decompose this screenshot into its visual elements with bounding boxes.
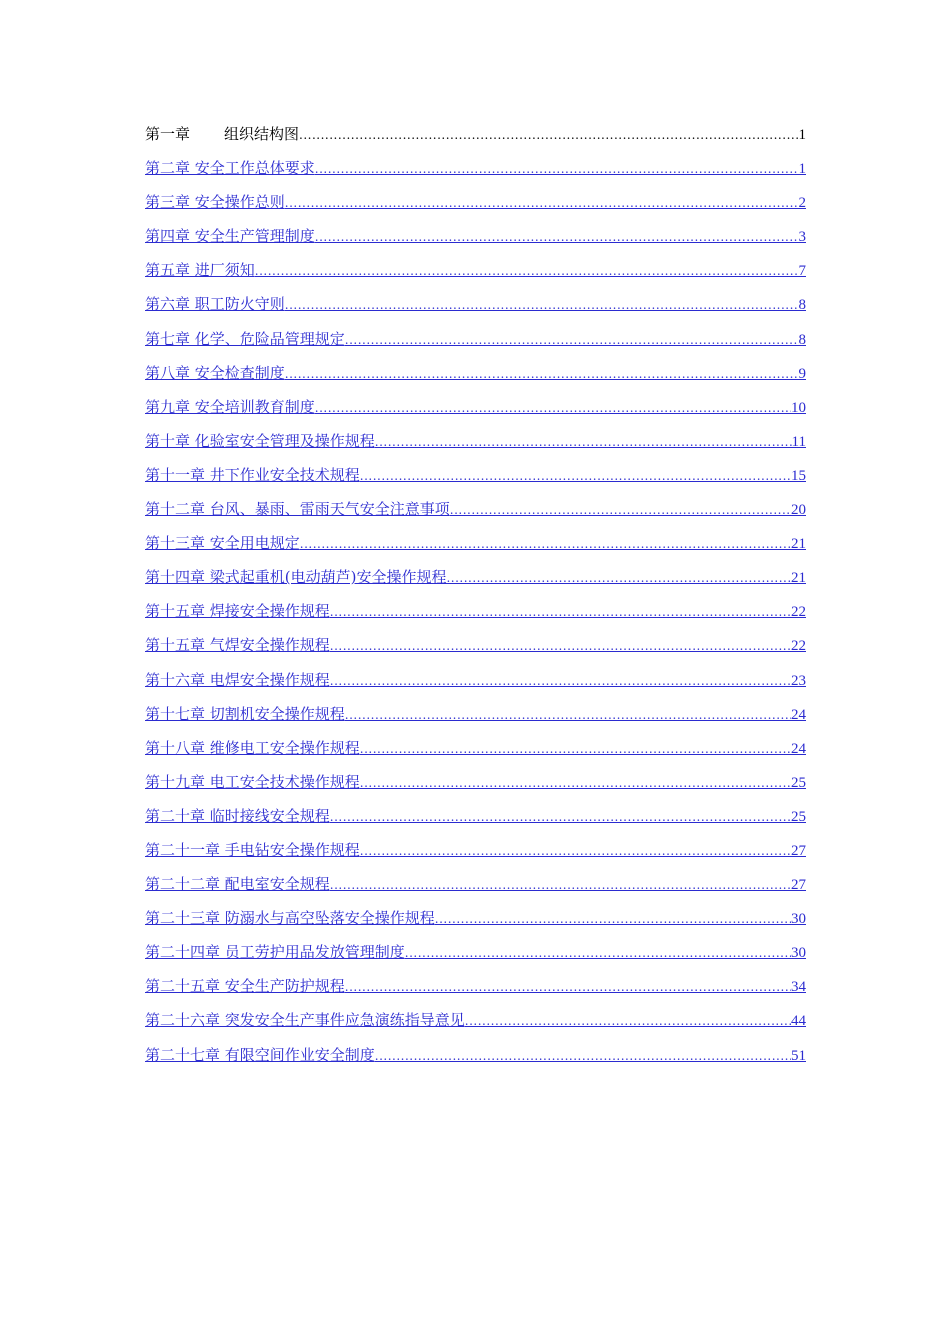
toc-leader-dots xyxy=(450,500,791,520)
toc-leader-dots xyxy=(360,739,791,759)
toc-entry-title: 第二十二章 配电室安全规程 xyxy=(145,875,330,894)
toc-entry-title: 第十四章 梁式起重机(电动葫芦)安全操作规程 xyxy=(145,568,447,587)
toc-entry-title: 第二十一章 手电钻安全操作规程 xyxy=(145,840,360,859)
toc-entry-2[interactable] xyxy=(145,158,806,192)
toc-page-number: 22 xyxy=(791,604,806,621)
toc-entry-14[interactable] xyxy=(145,567,806,601)
toc-entry-title: 第十九章 电工安全技术操作规程 xyxy=(145,772,360,791)
toc-leader-dots xyxy=(285,364,799,384)
toc-leader-dots xyxy=(330,636,791,656)
toc-entry-10[interactable] xyxy=(145,431,806,465)
toc-entry-25[interactable] xyxy=(145,942,806,976)
toc-leader-dots xyxy=(300,534,791,554)
toc-page-number: 8 xyxy=(798,297,806,314)
toc-entry-18[interactable] xyxy=(145,704,806,738)
toc-entry-title: 第二十七章 有限空间作业安全制度 xyxy=(145,1045,375,1064)
toc-entry-5[interactable] xyxy=(145,260,806,294)
toc-page-number: 24 xyxy=(791,706,806,723)
toc-page-number: 27 xyxy=(791,842,806,859)
toc-page-number: 15 xyxy=(791,467,806,484)
toc-page-number: 21 xyxy=(791,570,806,587)
toc-page-number: 21 xyxy=(791,536,806,553)
toc-entry-title: 第二十三章 防溺水与高空坠落安全操作规程 xyxy=(145,909,435,928)
toc-leader-dots xyxy=(330,671,791,691)
toc-entry-title: 第四章 安全生产管理制度 xyxy=(145,227,315,246)
toc-leader-dots xyxy=(345,330,799,350)
toc-leader-dots xyxy=(375,432,792,452)
toc-chapter-title: 组织结构图 xyxy=(224,125,300,143)
toc-entry-title: 第二章 安全工作总体要求 xyxy=(145,159,315,178)
toc-entry-title: 第十章 化验室安全管理及操作规程 xyxy=(145,431,375,450)
toc-leader-dots xyxy=(330,875,791,895)
toc-leader-dots xyxy=(330,807,791,827)
toc-leader-dots xyxy=(255,261,799,281)
toc-entry-7[interactable] xyxy=(145,329,806,363)
toc-leader-dots xyxy=(315,227,799,247)
toc-entry-28[interactable] xyxy=(145,1045,806,1079)
toc-leader-dots xyxy=(360,841,791,861)
toc-entry-title: 第十七章 切割机安全操作规程 xyxy=(145,704,345,723)
toc-entry-19[interactable] xyxy=(145,738,806,772)
toc-entry-9[interactable] xyxy=(145,397,806,431)
toc-entry-6[interactable] xyxy=(145,294,806,328)
toc-page-number: 30 xyxy=(791,911,806,928)
toc-entry-21[interactable] xyxy=(145,806,806,840)
toc-entry-15[interactable] xyxy=(145,601,806,635)
toc-entry-title: 第七章 化学、危险品管理规定 xyxy=(145,329,345,348)
toc-leader-dots xyxy=(435,909,791,929)
toc-entry-title: 第十三章 安全用电规定 xyxy=(145,534,300,553)
toc-link-list xyxy=(145,158,806,1079)
toc-page-number: 44 xyxy=(791,1013,806,1030)
toc-entry-1 xyxy=(145,124,806,158)
toc-entry-23[interactable] xyxy=(145,874,806,908)
toc-page-number: 3 xyxy=(798,229,806,246)
toc-entry-4[interactable] xyxy=(145,226,806,260)
toc-leader-dots xyxy=(345,705,791,725)
toc-entry-20[interactable] xyxy=(145,772,806,806)
toc-leader-dots xyxy=(299,125,798,145)
toc-page-number: 2 xyxy=(798,195,806,212)
toc-leader-dots xyxy=(330,602,791,622)
toc-entry-3[interactable] xyxy=(145,192,806,226)
toc-entry-22[interactable] xyxy=(145,840,806,874)
toc-entry-title: 第二十四章 员工劳护用品发放管理制度 xyxy=(145,943,405,962)
toc-entry-title: 第十二章 台风、暴雨、雷雨天气安全注意事项 xyxy=(145,500,450,519)
toc-page-number: 8 xyxy=(798,331,806,348)
toc-leader-dots xyxy=(360,466,791,486)
toc-entry-8[interactable] xyxy=(145,363,806,397)
toc-page-number: 7 xyxy=(798,263,806,280)
toc-entry-title: 第二十章 临时接线安全规程 xyxy=(145,806,330,825)
toc-entry-title: 第十五章 气焊安全操作规程 xyxy=(145,636,330,655)
toc-leader-dots xyxy=(405,943,791,963)
toc-entry-12[interactable] xyxy=(145,499,806,533)
toc-entry-title: 第六章 职工防火守则 xyxy=(145,295,285,314)
toc-leader-dots xyxy=(315,159,799,179)
toc-page-number: 1 xyxy=(798,127,806,143)
toc-page-number: 25 xyxy=(791,808,806,825)
toc-page-number: 27 xyxy=(791,877,806,894)
toc-leader-dots xyxy=(315,398,791,418)
toc-page-number: 22 xyxy=(791,638,806,655)
toc-page-number: 34 xyxy=(791,979,806,996)
toc-entry-13[interactable] xyxy=(145,533,806,567)
toc-entry-title: 第二十六章 突发安全生产事件应急演练指导意见 xyxy=(145,1011,465,1030)
toc-entry-title: 第十五章 焊接安全操作规程 xyxy=(145,602,330,621)
toc-page-number: 30 xyxy=(791,945,806,962)
toc-entry-title xyxy=(145,124,299,144)
toc-entry-17[interactable] xyxy=(145,670,806,704)
toc-leader-dots xyxy=(345,977,791,997)
toc-page-number: 24 xyxy=(791,740,806,757)
toc-entry-title: 第二十五章 安全生产防护规程 xyxy=(145,977,345,996)
toc-page-number: 10 xyxy=(791,399,806,416)
toc-chapter-number: 第一章 xyxy=(145,125,191,143)
toc-entry-16[interactable] xyxy=(145,635,806,669)
toc-entry-title: 第十八章 维修电工安全操作规程 xyxy=(145,738,360,757)
toc-entry-11[interactable] xyxy=(145,465,806,499)
toc-page-number: 25 xyxy=(791,774,806,791)
toc-leader-dots xyxy=(375,1046,791,1066)
toc-entry-title: 第十六章 电焊安全操作规程 xyxy=(145,670,330,689)
toc-entry-title: 第五章 进厂须知 xyxy=(145,261,255,280)
toc-entry-title: 第九章 安全培训教育制度 xyxy=(145,397,315,416)
toc-leader-dots xyxy=(465,1011,791,1031)
toc-page-number: 11 xyxy=(791,433,806,450)
toc-leader-dots xyxy=(446,568,791,588)
toc-page-number: 9 xyxy=(798,365,806,382)
toc-entry-24[interactable] xyxy=(145,908,806,942)
toc-page-number: 51 xyxy=(791,1047,806,1064)
toc-entry-26[interactable] xyxy=(145,976,806,1010)
toc-entry-title: 第十一章 井下作业安全技术规程 xyxy=(145,465,360,484)
toc-page-number: 23 xyxy=(791,672,806,689)
toc-entry-title: 第三章 安全操作总则 xyxy=(145,193,285,212)
toc-leader-dots xyxy=(360,773,791,793)
toc-page-number: 20 xyxy=(791,502,806,519)
toc-entry-title: 第八章 安全检查制度 xyxy=(145,363,285,382)
table-of-contents xyxy=(145,124,806,1079)
toc-leader-dots xyxy=(285,193,799,213)
toc-entry-27[interactable] xyxy=(145,1010,806,1044)
toc-leader-dots xyxy=(285,295,799,315)
toc-page-number: 1 xyxy=(798,161,806,178)
